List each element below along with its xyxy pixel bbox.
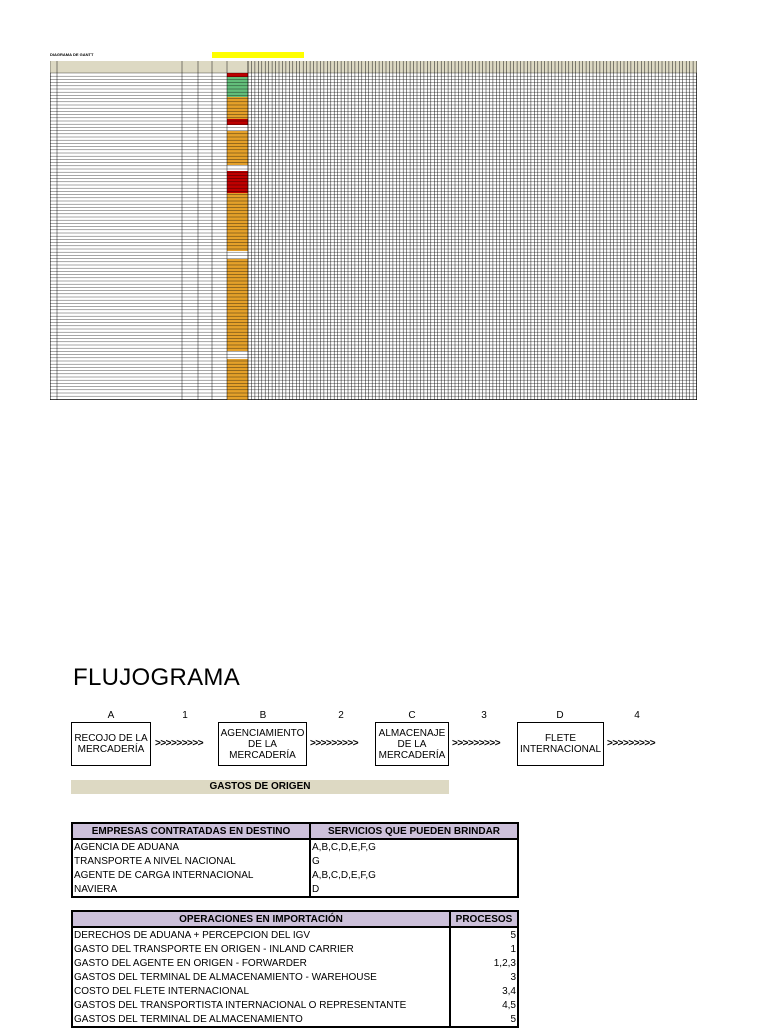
- flow-box-label: RECOJO DE LA MERCADERÍA: [74, 733, 148, 755]
- flow-box-agenciamiento: [218, 722, 307, 766]
- flow-letter-a: A: [107, 710, 115, 721]
- procesos-cell: 4,5: [450, 998, 518, 1012]
- flow-arrow: >>>>>>>>>: [607, 738, 656, 749]
- empresa-cell: NAVIERA: [72, 882, 310, 897]
- flow-letter-c: C: [408, 710, 416, 721]
- gantt-status-block: [227, 359, 248, 400]
- flow-letter-d: D: [556, 710, 564, 721]
- flow-title: FLUJOGRAMA: [73, 664, 241, 691]
- gantt-status-block: [227, 125, 248, 131]
- column-header: SERVICIOS QUE PUEDEN BRINDAR: [310, 823, 518, 839]
- table-row: [72, 1012, 518, 1027]
- flow-letter-b: B: [259, 710, 267, 721]
- flow-box-label: ALMACENAJE DE LA MERCADERÍA: [378, 727, 446, 761]
- flow-number-2: 2: [338, 710, 344, 721]
- procesos-cell: 5: [450, 1012, 518, 1027]
- flow-box-recojo: [71, 722, 151, 766]
- procesos-cell: 5: [450, 927, 518, 942]
- column-header: OPERACIONES EN IMPORTACIÓN: [72, 911, 450, 927]
- column-header: PROCESOS: [450, 911, 518, 927]
- gantt-banner: [212, 52, 304, 58]
- table-row: [72, 970, 518, 984]
- gantt-status-block: [227, 171, 248, 193]
- flow-number-1: 1: [182, 710, 188, 721]
- operacion-cell: GASTOS DEL TERMINAL DE ALMACENAMIENTO: [72, 1012, 450, 1027]
- gantt-status-block: [227, 259, 248, 351]
- procesos-cell: 3,4: [450, 984, 518, 998]
- flow-number-4: 4: [634, 710, 640, 721]
- operacion-cell: GASTO DEL AGENTE EN ORIGEN - FORWARDER: [72, 956, 450, 970]
- servicios-cell: A,B,C,D,E,F,G: [310, 839, 518, 854]
- table-row: [72, 942, 518, 956]
- procesos-cell: 1: [450, 942, 518, 956]
- empresas-table: [71, 822, 519, 898]
- empresa-cell: AGENTE DE CARGA INTERNACIONAL: [72, 868, 310, 882]
- flow-box-label: FLETE INTERNACIONAL: [519, 733, 602, 755]
- flow-box-flete: [517, 722, 604, 766]
- empresa-cell: AGENCIA DE ADUANA: [72, 839, 310, 854]
- gantt-status-block: [227, 73, 248, 77]
- table-row: [72, 956, 518, 970]
- gantt-status-block: [227, 97, 248, 119]
- procesos-cell: 3: [450, 970, 518, 984]
- gantt-status-block: [227, 77, 248, 97]
- gantt-title: DIAGRAMA DE GANTT: [50, 52, 94, 57]
- operacion-cell: GASTOS DEL TRANSPORTISTA INTERNACIONAL O REPRESENTANTE: [72, 998, 450, 1012]
- operacion-cell: COSTO DEL FLETE INTERNACIONAL: [72, 984, 450, 998]
- table-row: [72, 839, 518, 854]
- flow-arrow: >>>>>>>>>: [310, 738, 359, 749]
- operacion-cell: DERECHOS DE ADUANA + PERCEPCION DEL IGV: [72, 927, 450, 942]
- servicios-cell: G: [310, 854, 518, 868]
- table-row: [72, 927, 518, 942]
- flow-arrow: >>>>>>>>>: [155, 738, 204, 749]
- flow-arrow: >>>>>>>>>: [452, 738, 501, 749]
- procesos-cell: 1,2,3: [450, 956, 518, 970]
- gantt-status-block: [227, 193, 248, 251]
- gantt-sheet: [50, 61, 697, 400]
- servicios-cell: A,B,C,D,E,F,G: [310, 868, 518, 882]
- table-row: [72, 984, 518, 998]
- flow-box-label: AGENCIAMIENTO DE LA MERCADERÍA: [220, 727, 305, 761]
- servicios-cell: D: [310, 882, 518, 897]
- operacion-cell: GASTO DEL TRANSPORTE EN ORIGEN - INLAND CARRIER: [72, 942, 450, 956]
- flow-number-3: 3: [481, 710, 487, 721]
- operaciones-table: [71, 910, 519, 1028]
- table-row: [72, 854, 518, 868]
- table-row: [72, 998, 518, 1012]
- column-header: EMPRESAS CONTRATADAS EN DESTINO: [72, 823, 310, 839]
- table-row: [72, 868, 518, 882]
- gantt-status-block: [227, 131, 248, 165]
- table-row: [72, 882, 518, 897]
- gastos-origen-bar: GASTOS DE ORIGEN: [71, 780, 449, 794]
- flow-box-almacenaje: [375, 722, 449, 766]
- empresa-cell: TRANSPORTE A NIVEL NACIONAL: [72, 854, 310, 868]
- operacion-cell: GASTOS DEL TERMINAL DE ALMACENAMIENTO - WAREHOUSE: [72, 970, 450, 984]
